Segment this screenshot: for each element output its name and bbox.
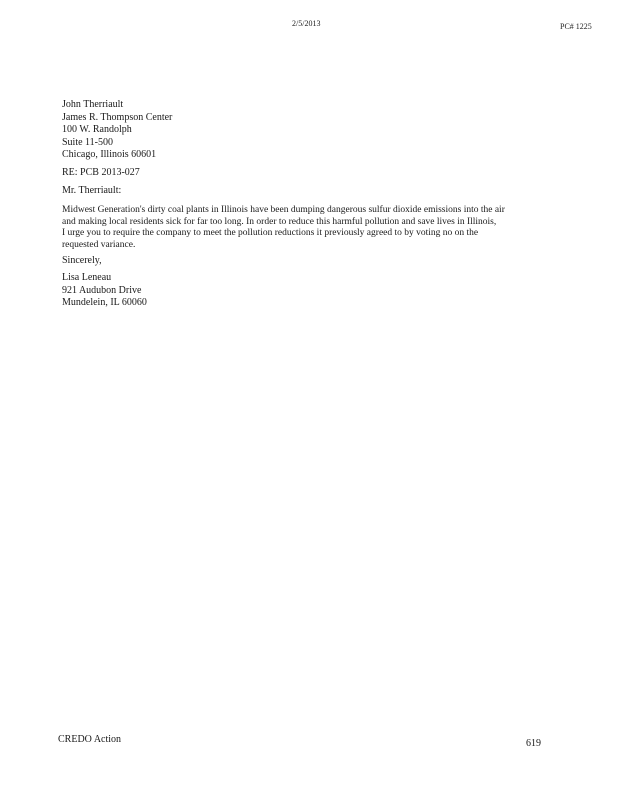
address-line: Chicago, Illinois 60601	[62, 149, 157, 160]
signature-block	[62, 272, 147, 310]
body-line: and making local residents sick for far too long. In order to reduce this harmful pollution and save lives in Illinois,	[62, 216, 497, 227]
address-line: Suite 11-500	[62, 136, 114, 148]
signature-line: Mundelein, IL 60060	[62, 297, 147, 308]
footer-page-number: 619	[526, 738, 541, 749]
address-line: 100 W. Randolph	[62, 124, 132, 135]
address-line: John Therriault	[62, 99, 124, 110]
salutation: Mr. Therriault:	[62, 185, 122, 196]
signature-line: Lisa Leneau	[62, 272, 112, 283]
body-line: I urge you to require the company to meet the pollution reductions it previously agreed to by voting no on the	[62, 228, 479, 238]
body-line: Midwest Generation's dirty coal plants in Illinois have been dumping dangerous sulfur dioxide emissions into the air	[62, 205, 505, 215]
body-line: requested variance.	[62, 239, 136, 250]
re-line: RE: PCB 2013-027	[62, 167, 140, 178]
footer-source: CREDO Action	[58, 734, 122, 745]
address-line: James R. Thompson Center	[62, 111, 173, 123]
recipient-address	[62, 99, 172, 162]
letter-body	[62, 205, 550, 251]
header-date: 2/5/2013	[292, 19, 321, 28]
header-doc-id: PC# 1225	[560, 22, 592, 31]
closing: Sincerely,	[62, 255, 102, 266]
signature-line: 921 Audubon Drive	[62, 284, 142, 296]
